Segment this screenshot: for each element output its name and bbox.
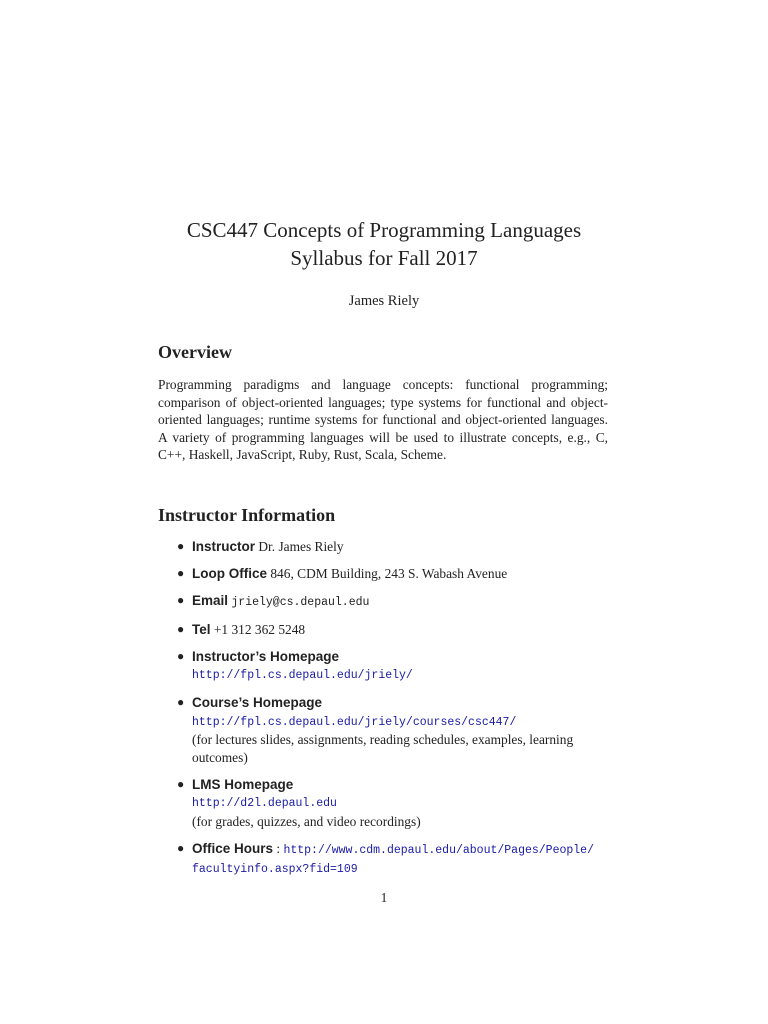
office-hours-link-part2[interactable]: facultyinfo.aspx?fid=109 (192, 863, 358, 877)
info-label: Tel (192, 621, 211, 637)
bullet-icon: ● (177, 648, 185, 663)
bullet-icon: ● (177, 776, 185, 791)
office-location: 846, CDM Building, 243 S. Wabash Avenue (270, 565, 508, 581)
bullet-icon: ● (177, 695, 185, 710)
bullet-icon: ● (177, 539, 185, 553)
instructor-name: Dr. James Riely (258, 539, 344, 554)
course-homepage-note: (for lectures slides, assignments, reading schedules, examples, learning outcomes) (192, 732, 574, 765)
document-title (0, 216, 768, 272)
bullet-icon: ● (177, 592, 185, 607)
info-label: Email (192, 592, 229, 608)
info-label: Course’s Homepage (192, 695, 323, 711)
info-item-tel (158, 621, 610, 639)
info-item-instructor-homepage (158, 648, 610, 685)
phone-number: +1 312 362 5248 (213, 621, 306, 637)
bullet-icon: ● (177, 565, 185, 580)
instructor-info-heading: Instructor Information (158, 505, 336, 525)
office-hours-link-part1[interactable]: http://www.cdm.depaul.edu/about/Pages/People/ (283, 843, 594, 857)
title-line-course: CSC447 Concepts of Programming Languages (186, 218, 582, 242)
course-homepage-link[interactable]: http://fpl.cs.depaul.edu/jriely/courses/csc447/ (192, 715, 517, 729)
author-name: James Riely (348, 293, 420, 309)
info-label: LMS Homepage (192, 776, 294, 792)
bullet-icon: ● (177, 840, 185, 855)
overview-heading: Overview (158, 342, 232, 362)
overview-paragraph: Programming paradigms and language concepts: functional programming; comparison of object-oriented languages; type systems for functional and object-oriented languages; runtime systems for functional and object-oriented languages. A variety of programming languages will be used to illustrate concepts, e.g., C, C++, Haskell, JavaScript, Ruby, Rust, Scala, Scheme. (158, 377, 608, 463)
email-address: jriely@cs.depaul.edu (231, 595, 370, 609)
info-label: Loop Office (192, 565, 267, 581)
instructor-info-list (158, 538, 610, 888)
info-item-email (158, 592, 610, 612)
info-item-course-homepage (158, 694, 610, 766)
info-label: Instructor’s Homepage (192, 648, 340, 664)
title-line-syllabus: Syllabus for Fall 2017 (290, 246, 478, 270)
info-label: Office Hours (192, 840, 274, 856)
lms-homepage-note: (for grades, quizzes, and video recordings) (192, 813, 421, 829)
bullet-icon: ● (177, 621, 185, 636)
page-number: 1 (380, 890, 388, 905)
info-item-office-hours (158, 840, 610, 879)
info-item-lms-homepage (158, 776, 610, 831)
label-separator: : (273, 840, 284, 856)
instructor-homepage-link[interactable]: http://fpl.cs.depaul.edu/jriely/ (192, 669, 413, 683)
info-label: Instructor (192, 539, 256, 554)
info-item-office (158, 565, 610, 583)
info-item-instructor (158, 538, 610, 556)
lms-homepage-link[interactable]: http://d2l.depaul.edu (192, 797, 337, 811)
